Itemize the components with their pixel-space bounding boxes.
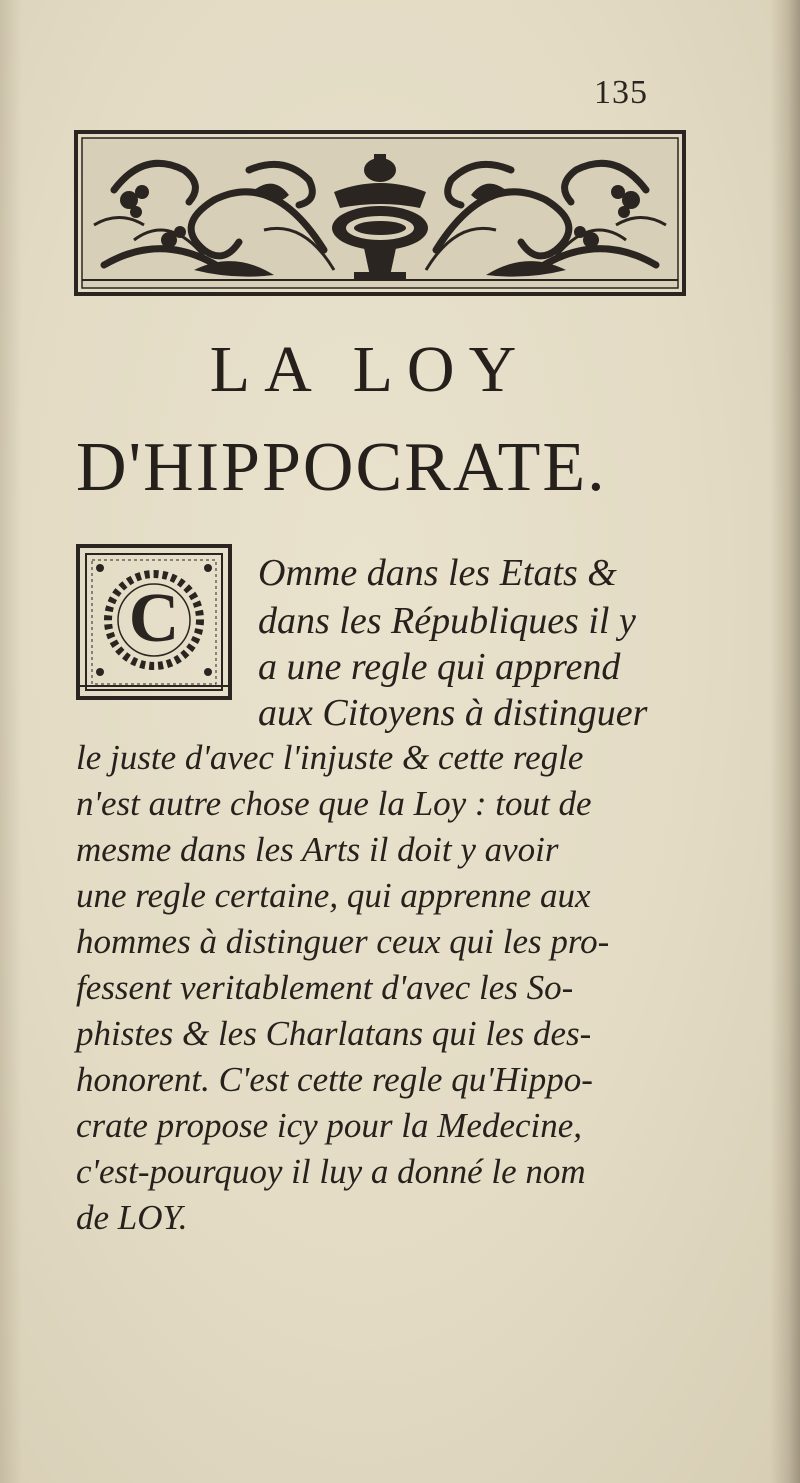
page-gutter-shadow bbox=[0, 0, 22, 1483]
drop-cap bbox=[76, 544, 232, 700]
text-line: fessent veritablement d'avec les So- bbox=[76, 968, 574, 1007]
text-line: le juste d'avec l'injuste & cette regle bbox=[76, 738, 584, 777]
text-line: hommes à distinguer ceux qui les pro- bbox=[76, 922, 610, 961]
title-line-1: LA LOY bbox=[209, 333, 531, 406]
text-line: dans les Républiques il y bbox=[258, 600, 636, 642]
text-line: mesme dans les Arts il doit y avoir bbox=[76, 830, 559, 869]
text-line: aux Citoyens à distinguer bbox=[258, 692, 648, 734]
text-line: de LOY. bbox=[76, 1198, 188, 1237]
text-line: a une regle qui apprend bbox=[258, 646, 621, 688]
text-line: n'est autre chose que la Loy : tout de bbox=[76, 784, 592, 823]
text-line: phistes & les Charlatans qui les des- bbox=[76, 1014, 592, 1053]
page-edge-shadow bbox=[770, 0, 800, 1483]
text-line: crate propose icy pour la Medecine, bbox=[76, 1106, 583, 1145]
text-line: une regle certaine, qui apprenne aux bbox=[76, 876, 591, 915]
headpiece-ornament bbox=[74, 130, 686, 296]
text-line: honorent. C'est cette regle qu'Hippo- bbox=[76, 1060, 593, 1099]
text-line: Omme dans les Etats & bbox=[258, 552, 617, 594]
text-line: c'est-pourquoy il luy a donné le nom bbox=[76, 1152, 586, 1191]
drop-cap-letter: C bbox=[128, 580, 180, 657]
title-line-2: D'HIPPOCRATE. bbox=[76, 429, 607, 506]
page-number: 135 bbox=[594, 74, 648, 111]
